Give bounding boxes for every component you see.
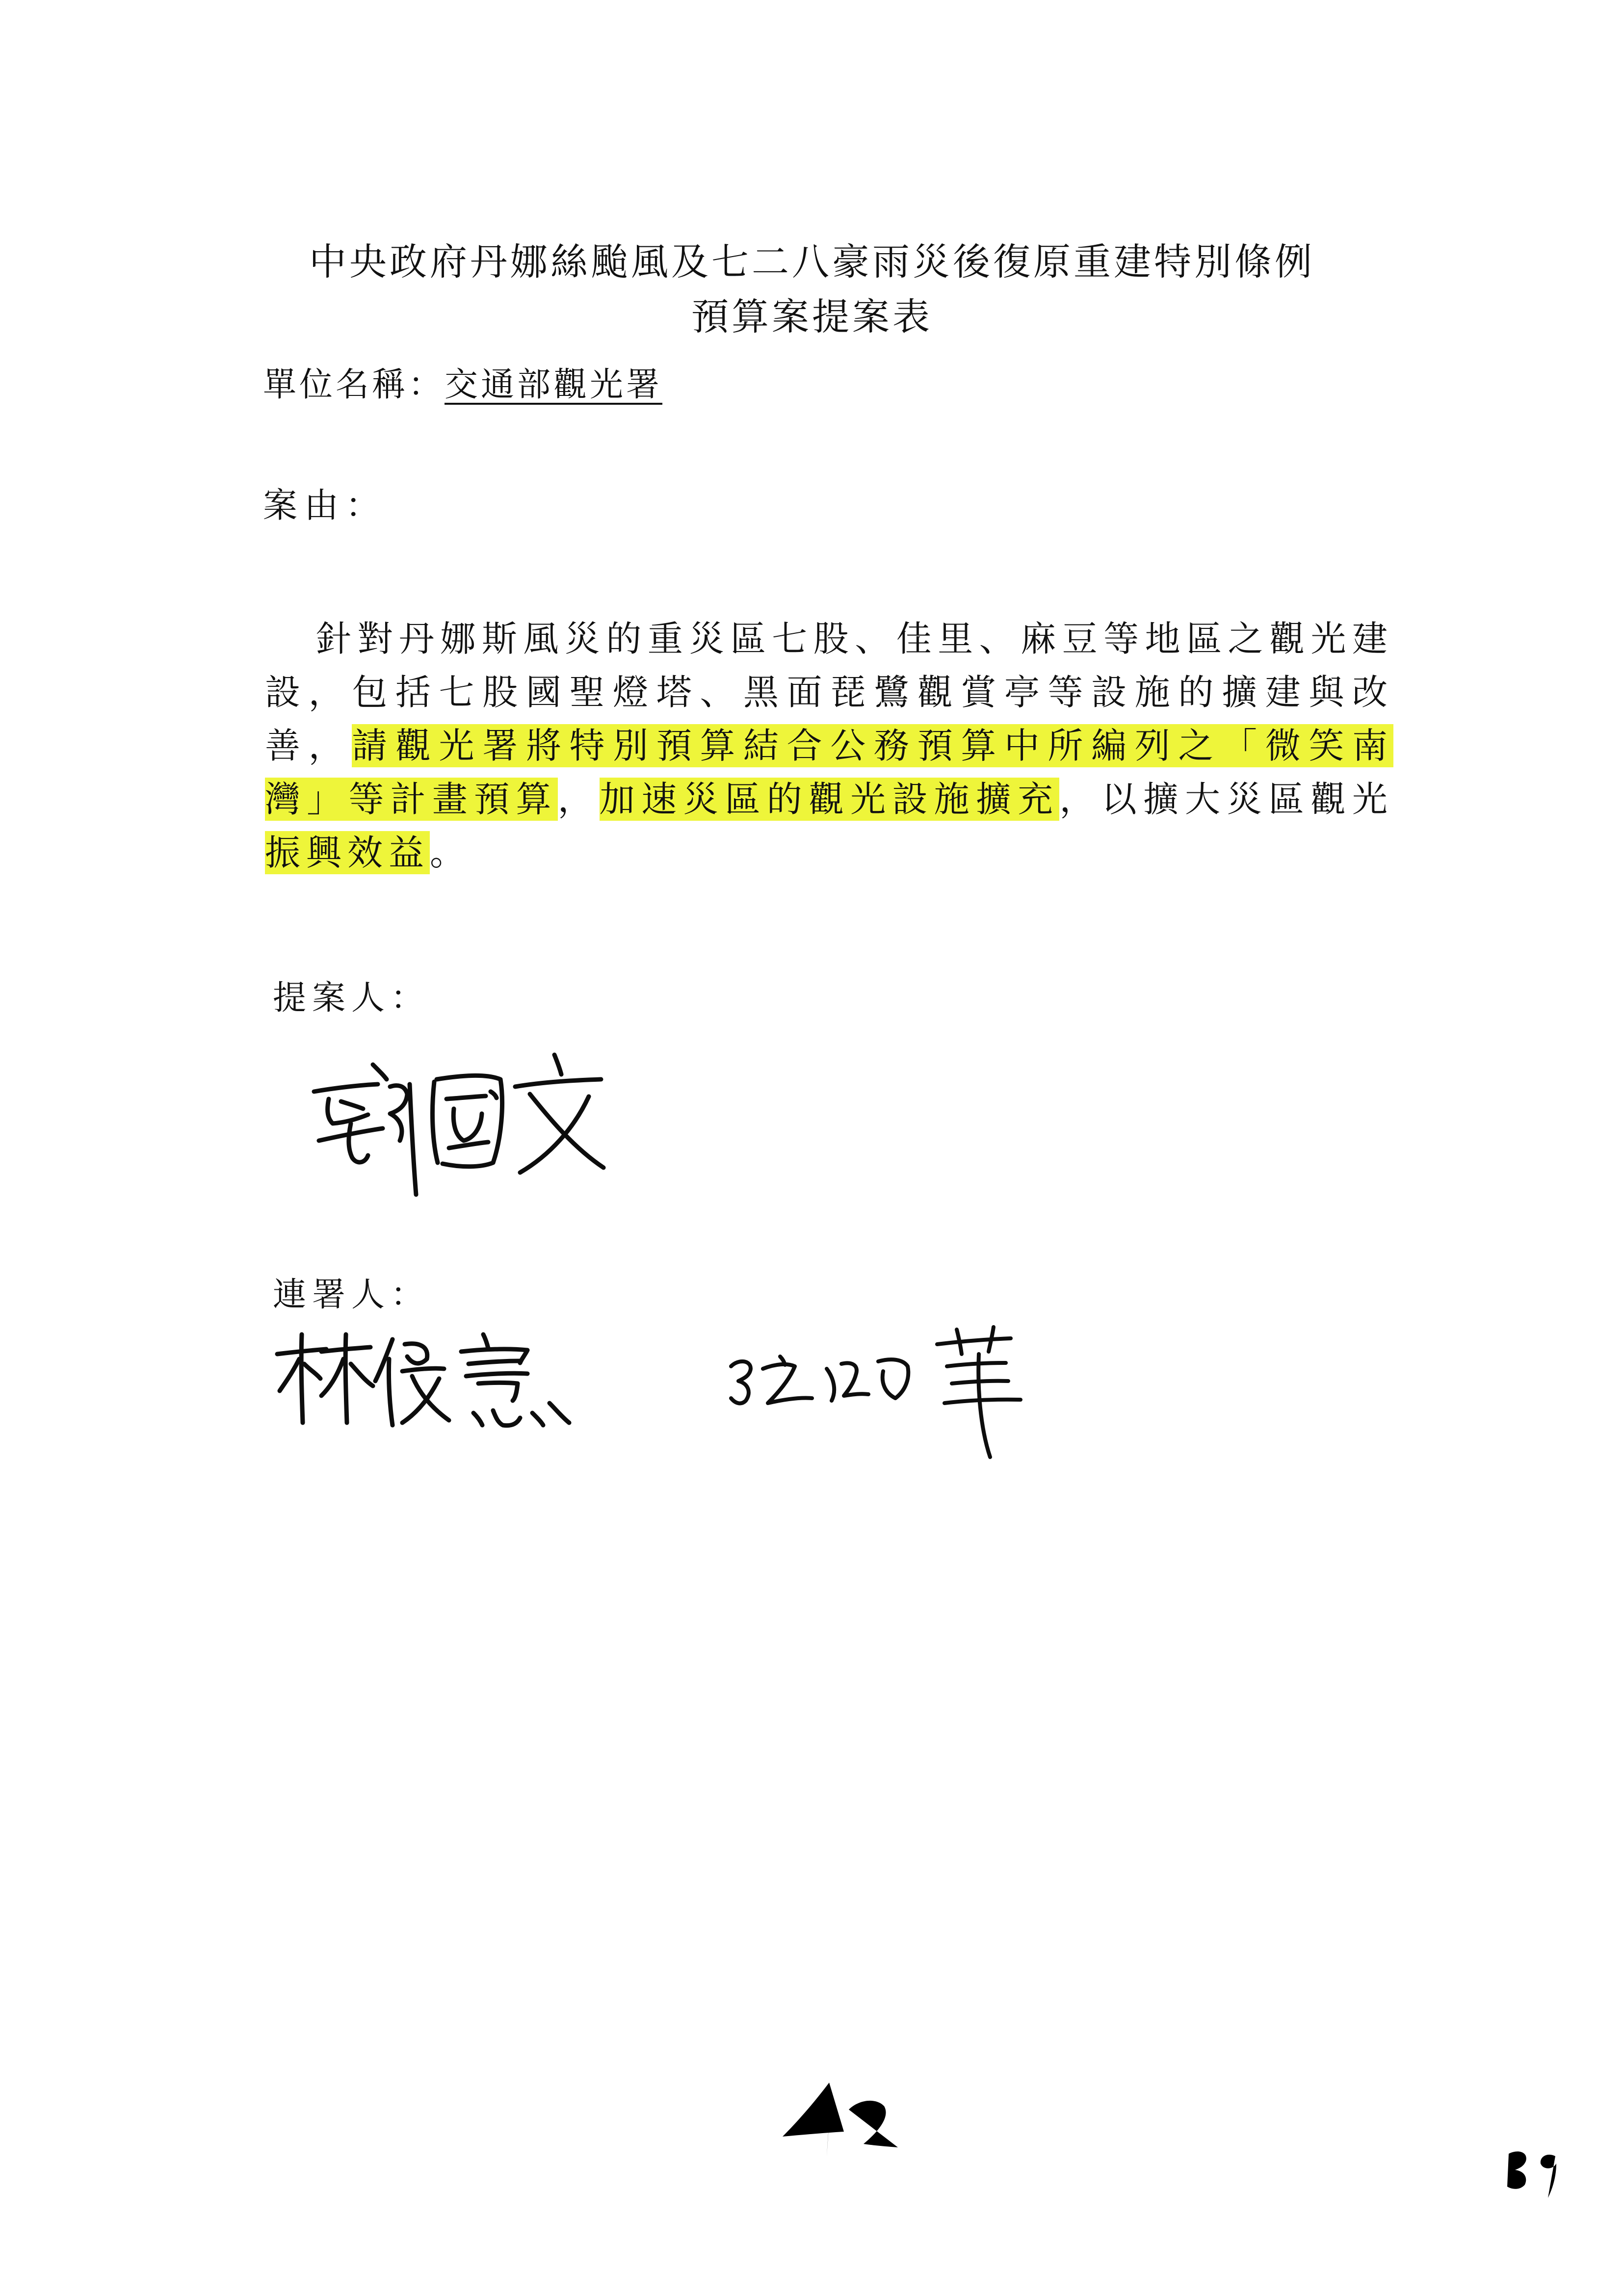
cosigner-signature-2 (721, 1310, 1035, 1467)
cosigner-signature-1 (272, 1325, 616, 1433)
title-line-1: 中央政府丹娜絲颱風及七二八豪雨災後復原重建特別條例 (309, 240, 1315, 284)
proposer-signature (299, 1045, 613, 1207)
reason-text-part4: 。 (430, 832, 471, 873)
reason-text-part3: ，以擴大災區觀光 (1059, 779, 1393, 820)
document-title (0, 235, 1624, 344)
corner-mark (1501, 2141, 1575, 2202)
reason-label: 案由： (263, 485, 387, 525)
page-number (775, 2073, 903, 2168)
reason-paragraph (265, 612, 1393, 880)
reason-text-part1: 針對丹娜斯風災的重災區七股、佳里、麻豆等地區之觀光建設，包括七股國聖燈塔、黑面琵鷺觀賞亭等設施的擴建與改善， (265, 618, 1393, 766)
unit-label: 單位名稱： (263, 365, 445, 404)
reason-highlight-3: 振興效益 (265, 832, 430, 873)
reason-highlight-1: 請觀光署將特別預算結合公務預算中所編列之「微笑南灣」等計畫預算 (265, 725, 1393, 820)
unit-value: 交通部觀光署 (445, 365, 663, 404)
reason-text-part2: ， (557, 779, 600, 820)
unit-line (263, 361, 662, 410)
title-line-2: 預算案提案表 (691, 295, 933, 339)
proposer-label: 提案人： (273, 979, 430, 1018)
cosigner-label: 連署人： (273, 1276, 430, 1314)
reason-highlight-2: 加速災區的觀光設施擴充 (599, 779, 1060, 820)
